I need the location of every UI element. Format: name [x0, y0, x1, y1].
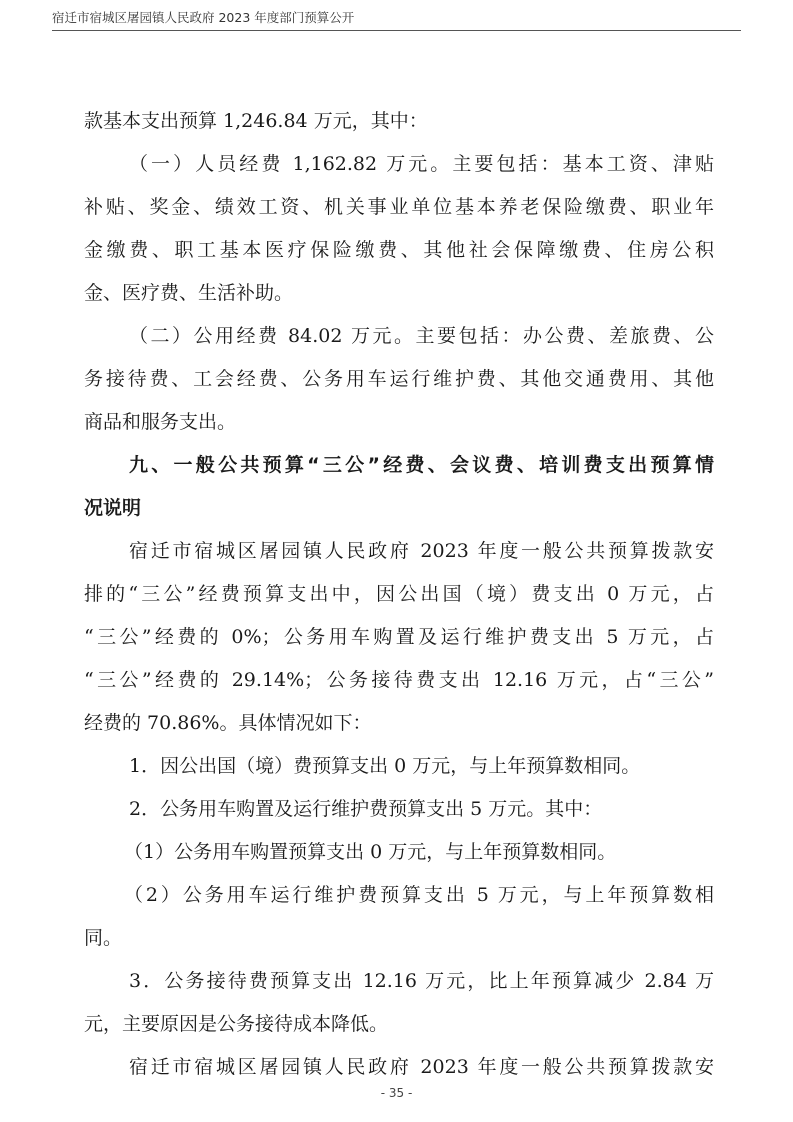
text-line: （一）人员经费 1,162.82 万元。主要包括：基本工资、津贴	[129, 153, 714, 175]
section-heading-line: 九、一般公共预算“三公”经费、会议费、培训费支出预算情	[129, 454, 714, 476]
text-line: 补贴、奖金、绩效工资、机关事业单位基本养老保险缴费、职业年	[84, 196, 714, 218]
text-line: （二）公用经费 84.02 万元。主要包括：办公费、差旅费、公	[129, 325, 714, 347]
text-line: 金缴费、职工基本医疗保险缴费、其他社会保障缴费、住房公积	[84, 239, 714, 261]
text-line: 商品和服务支出。	[84, 411, 237, 433]
text-line: “三公”经费的 29.14%；公务接待费支出 12.16 万元，占“三公”	[84, 669, 714, 691]
running-header: 宿迁市宿城区屠园镇人民政府 2023 年度部门预算公开	[52, 10, 355, 25]
section-heading-line: 况说明	[84, 497, 142, 519]
text-line: “三公”经费的 0%；公务用车购置及运行维护费支出 5 万元，占	[84, 626, 714, 648]
text-line: （1）公务用车购置预算支出 0 万元，与上年预算数相同。	[124, 841, 617, 863]
text-line: 款基本支出预算 1,246.84 万元，其中：	[84, 110, 428, 132]
text-line: （2）公务用车运行维护费预算支出 5 万元，与上年预算数相	[124, 884, 714, 906]
text-line: 宿迁市宿城区屠园镇人民政府 2023 年度一般公共预算拨款安	[129, 540, 714, 562]
text-line: 元，主要原因是公务接待成本降低。	[84, 1013, 389, 1035]
text-line: 2．公务用车购置及运行维护费预算支出 5 万元。其中：	[129, 798, 603, 820]
header-rule	[52, 30, 741, 31]
text-line: 金、医疗费、生活补助。	[84, 282, 294, 304]
text-line: 排的“三公”经费预算支出中，因公出国（境）费支出 0 万元，占	[84, 583, 714, 605]
text-line: 1．因公出国（境）费预算支出 0 万元，与上年预算数相同。	[129, 755, 641, 777]
text-line: 同。	[84, 927, 123, 949]
text-line: 宿迁市宿城区屠园镇人民政府 2023 年度一般公共预算拨款安	[129, 1056, 714, 1078]
document-body	[84, 100, 714, 1089]
text-line: 3．公务接待费预算支出 12.16 万元，比上年预算减少 2.84 万	[129, 970, 714, 992]
page-number: - 35 -	[380, 1086, 413, 1100]
text-line: 经费的 70.86%。具体情况如下：	[84, 712, 372, 734]
text-line: 务接待费、工会经费、公务用车运行维护费、其他交通费用、其他	[84, 368, 714, 390]
